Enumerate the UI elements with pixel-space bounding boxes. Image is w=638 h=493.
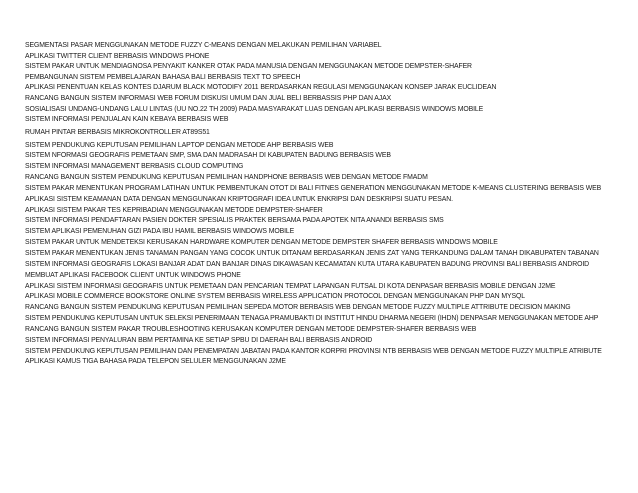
title-line: RANCANG BANGUN SISTEM PENDUKUNG KEPUTUSAN PEMILIHAN HANDPHONE BERBASIS WEB DENGAN METODE FMADM	[25, 174, 428, 182]
title-list-group-2	[25, 128, 638, 139]
title-line: SISTEM INFORMASI PENDAFTARAN PASIEN DOKTER SPESIALIS PRAKTEK BERSAMA PADA APOTEK NITA ANANDI BERBASIS SMS	[25, 217, 444, 225]
title-line: APLIKASI TWITTER CLIENT BERBASIS WINDOWS PHONE	[25, 52, 210, 60]
title-line: RANCANG BANGUN SISTEM PAKAR TROUBLESHOOTING KERUSAKAN KOMPUTER DENGAN METODE DEMPSTER-SHAFER BERBASIS WEB	[25, 325, 477, 333]
title-line: RANCANG BANGUN SISTEM PENDUKUNG KEPUTUSAN PEMILIHAN SEPEDA MOTOR BERBASIS WEB DENGAN METODE FUZZY MULTIPLE ATTRIBUTE DECISION MAKING	[25, 304, 571, 312]
title-line: APLIKASI MOBILE COMMERCE BOOKSTORE ONLINE SYSTEM BERBASIS WIRELESS APPLICATION PROTOCOL DENGAN MENGGUNAKAN PHP DAN MYSQL	[25, 293, 525, 301]
title-line: SEGMENTASI PASAR MENGGUNAKAN METODE FUZZY C-MEANS DENGAN MELAKUKAN PEMILIHAN VARIABEL	[25, 42, 382, 49]
title-line: SISTEM INFORMASI GEOGRAFIS LOKASI BANJAR ADAT DAN BANJAR DINAS DIKAWASAN KECAMATAN KUTA UTARA KABUPATEN BADUNG PROVINSI BALI BERBASIS ANDROID	[25, 260, 590, 268]
title-line: APLIKASI SISTEM INFORMASI GEOGRAFIS UNTUK PEMETAAN DAN PENCARIAN TEMPAT LAPANGAN FUTSAL DI KOTA DENPASAR BERBASIS MOBILE DENGAN J2ME	[25, 282, 556, 290]
title-line: SISTEM INFORMASI PENYALURAN BBM PERTAMINA KE SETIAP SPBU DI DAERAH BALI BERBASIS ANDROID	[25, 336, 373, 344]
title-line: SISTEM NFORMASI GEOGRAFIS PEMETAAN SMP, SMA DAN MADRASAH DI KABUPATEN BADUNG BERBASIS WEB	[25, 152, 391, 160]
title-line: SISTEM PENDUKUNG KEPUTUSAN PEMILIHAN DAN PENEMPATAN JABATAN PADA KANTOR KORPRI PROVINSI NTB BERBASIS WEB DENGAN METODE FUZZY MULTIPLE ATRIBUTE	[25, 347, 602, 355]
title-line: SISTEM PENDUKUNG KEPUTUSAN PEMILIHAN LAPTOP DENGAN METODE AHP BERBASIS WEB	[25, 141, 334, 149]
title-line: RUMAH PINTAR BERBASIS MIKROKONTROLLER AT89S51	[25, 128, 210, 136]
title-line: SISTEM PAKAR MENENTUKAN PROGRAM LATIHAN UNTUK PEMBENTUKAN OTOT DI BALI FITNES GENERATION MENGGUNAKAN METODE K-MEANS CLUSTERING BERBASIS WEB	[25, 184, 602, 192]
title-line: APLIKASI SISTEM KEAMANAN DATA DENGAN MENGGUNAKAN KRIPTOGRAFI IDEA UNTUK ENKRIPSI DAN DESKRIPSI SUATU PESAN.	[25, 195, 453, 203]
title-line: SOSIALISASI UNDANG-UNDANG LALU LINTAS (UU NO.22 TH 2009) PADA MASYARAKAT LUAS DENGAN APLIKASI BERBASIS WINDOWS MOBILE	[25, 105, 484, 113]
title-line: RANCANG BANGUN SISTEM INFORMASI WEB FORUM DISKUSI UMUM DAN JUAL BELI BERBASSIS PHP DAN AJAX	[25, 94, 392, 102]
title-line: SISTEM PAKAR UNTUK MENDETEKSI KERUSAKAN HARDWARE KOMPUTER DENGAN METODE DEMPSTER SHAFER BERBASIS WINDOWS MOBILE	[25, 239, 498, 247]
title-line: SISTEM INFORMASI MANAGEMENT BERBASIS CLOUD COMPUTING	[25, 163, 244, 171]
document-page	[25, 41, 638, 368]
title-line: APLIKASI PENENTUAN KELAS KONTES DJARUM BLACK MOTODIFY 2011 BERDASARKAN REGULASI MENGGUNAKAN KONSEP JARAK EUCLIDEAN	[25, 84, 497, 92]
title-list-group-3	[25, 141, 638, 369]
title-line: SISTEM PENDUKUNG KEPUTUSAN UNTUK SELEKSI PENERIMAAN TENAGA PRAMUBAKTI DI INSTITUT HINDU DHARMA NEGERI (IHDN) DENPASAR MENGGUNAKAN METODE AHP	[25, 315, 599, 323]
title-line: SISTEM PAKAR MENENTUKAN JENIS TANAMAN PANGAN YANG COCOK UNTUK DITANAM BERDASARKAN JENIS ZAT YANG TERKANDUNG DALAM TANAH DIKABUPATEN TABANAN	[25, 249, 599, 257]
title-line: PEMBANGUNAN SISTEM PEMBELAJARAN BAHASA BALI BERBASIS TEXT TO SPEECH	[25, 73, 301, 81]
title-line: SISTEM APLIKASI PEMENUHAN GIZI PADA IBU HAMIL BERBASIS WINDOWS MOBILE	[25, 228, 295, 236]
title-line: MEMBUAT APLIKASI FACEBOOK CLIENT UNTUK WINDOWS PHONE	[25, 271, 241, 279]
title-list-group-1	[25, 41, 638, 126]
title-line: APLIKASI SISTEM PAKAR TES KEPRIBADIAN MENGGUNAKAN METODE DEMPSTER-SHAFER	[25, 206, 323, 214]
title-line: APLIKASI KAMUS TIGA BAHASA PADA TELEPON SELULER MENGGUNAKAN J2ME	[25, 358, 286, 366]
title-line: SISTEM PAKAR UNTUK MENDIAGNOSA PENYAKIT KANKER OTAK PADA MANUSIA DENGAN MENGGUNAKAN METODE DEMPSTER-SHAFER	[25, 63, 472, 71]
title-line: SISTEM INFORMASI PENJUALAN KAIN KEBAYA BERBASIS WEB	[25, 116, 229, 124]
